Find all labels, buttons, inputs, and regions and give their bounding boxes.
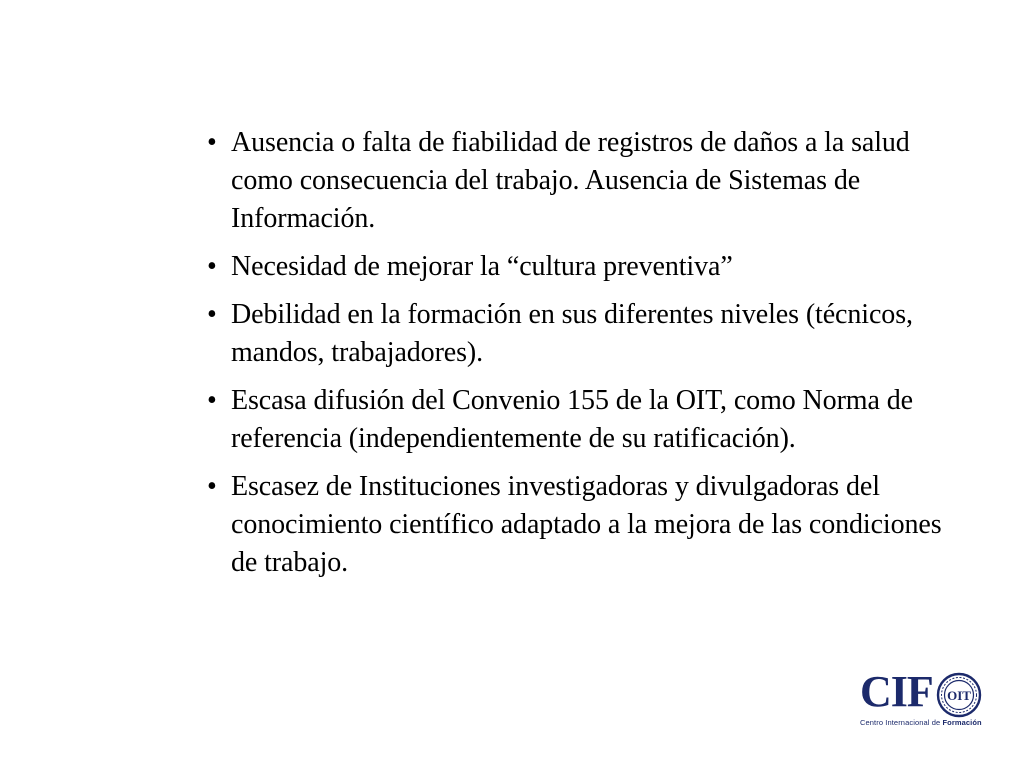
bullet-item [205, 468, 965, 582]
logo-wordmark: CIF [860, 667, 933, 716]
bullet-item [205, 382, 965, 458]
bullet-item [205, 296, 965, 372]
bullet-symbol: • [207, 251, 217, 282]
cif-logo [858, 668, 988, 730]
bullet-text: Debilidad en la formación en sus diferentes niveles (técnicos, mandos, trabajadores). [231, 299, 913, 368]
bullet-text: Necesidad de mejorar la “cultura preventiva” [231, 251, 733, 282]
bullet-list [205, 124, 965, 582]
bullet-text: Escasez de Instituciones investigadoras y divulgadoras del conocimiento científico adaptado a la mejora de las condiciones de trabajo. [231, 471, 942, 578]
bullet-text: Ausencia o falta de fiabilidad de registros de daños a la salud como consecuencia del trabajo. Ausencia de Sistemas de Información. [231, 127, 910, 234]
emblem-text: OIT [947, 688, 971, 703]
logo-caption-regular: Centro Internacional de [860, 718, 943, 727]
bullet-item [205, 124, 965, 238]
logo-caption [860, 718, 982, 728]
bullet-symbol: • [207, 299, 217, 330]
bullet-text: Escasa difusión del Convenio 155 de la OIT, como Norma de referencia (independientemente de su ratificación). [231, 385, 913, 454]
bullet-item [205, 248, 965, 286]
logo-caption-bold: Formación [942, 718, 982, 727]
bullet-symbol: • [207, 127, 217, 158]
bullet-symbol: • [207, 385, 217, 416]
bullet-symbol: • [207, 471, 217, 502]
oit-emblem-icon [936, 672, 982, 718]
